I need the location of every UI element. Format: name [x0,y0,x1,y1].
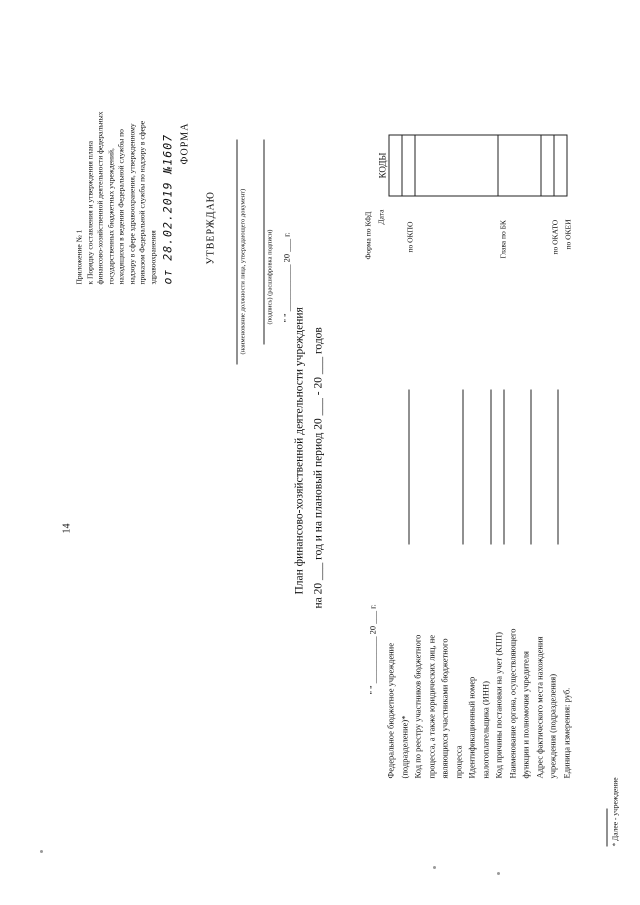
field-line: Идентификационный номер [466,676,477,779]
code-cell [402,135,415,196]
codes-row [498,135,541,196]
field-line: Адрес фактического места нахождения [534,636,544,779]
code-cell [554,135,567,196]
codes-row [389,135,402,196]
field-line: Федеральное бюджетное учреждение [385,643,396,779]
field-line: Код причины постановки на учет (КПП) [493,632,504,779]
signature-line [264,140,265,345]
form-label: ФОРМА [179,122,191,165]
footnote-separator [607,809,608,847]
appendix-block [75,112,174,285]
footnote: * Далее - учреждение [610,777,620,847]
field-fill-line [558,390,559,545]
signature-caption: (подпись) (расшифровка подписи) [266,229,274,325]
handwritten-order-reference: от 28.02.2019 №1607 [160,133,175,285]
plan-title-line2: на 20 ___ год и на плановый период 20 ___ - 20 ___ годов [312,327,325,609]
rotated-form-page [1,0,640,905]
position-line [237,140,238,365]
field-line: процесса [453,745,463,779]
code-cell [389,135,402,196]
codes-header-row [377,135,390,196]
appendix-line: финансово-хозяйственной деятельности федеральных [95,111,105,285]
code-label: по ОКЕИ [563,219,573,250]
appendix-line: приказом Федеральной службы по надзору в сфере [137,120,147,285]
field-line: Единица измерения: руб. [561,687,571,779]
field-fill-line [409,390,410,545]
field-fill-line [463,390,464,545]
field-line: процесса, а также юридических лиц, не [426,634,436,779]
field-line: функции и полномочия учредителя [520,651,531,779]
scan-speck [497,872,500,875]
appendix-line: к Порядку составления и утверждения плана [85,140,94,285]
field-line: Код по реестру участников бюджетного [412,634,423,779]
approval-heading: УТВЕРЖДАЮ [205,191,217,265]
codes-row [402,135,415,196]
code-label: Форма по КФД [363,211,373,260]
scan-speck [40,850,43,853]
fields-block [385,559,574,779]
plan-title-line1: План финансово-хозяйственной деятельности учреждения [293,307,306,595]
code-label: Глава по БК [498,220,508,259]
field-line: (подразделение)* [399,715,409,779]
code-cell [498,135,541,196]
code-cell [415,135,498,196]
codes-row [541,135,554,196]
field-fill-line [504,390,505,545]
appendix-line: Приложение № 1 [74,229,84,285]
code-label: Дата [376,209,386,225]
field-fill-line [531,390,532,545]
codes-table [377,135,568,197]
page-number: 14 [61,523,73,534]
code-label: по ОКПО [405,221,415,253]
field-line: учреждения (подразделения) [547,673,558,779]
field-line: являющихся участниками бюджетного [439,638,450,779]
codes-row [554,135,567,196]
appendix-line: находящихся в ведении Федеральной службы по [116,129,126,285]
appendix-line: здравоохранения [148,230,157,285]
scan-speck [433,866,436,869]
field-fill-line [491,390,492,545]
code-label: по ОКАТО [550,219,560,255]
approval-date-line: " " ___________ 20 ___ г. [281,232,292,323]
left-date-line: " " ___________ 20 ___ г. [367,604,378,695]
appendix-line: надзору в сфере здравоохранения, утвержденному [127,123,136,285]
field-line: Наименование органа, осуществляющего [507,628,517,779]
position-caption: (наименование должности лица, утверждающего документ) [239,188,247,355]
code-cell [541,135,554,196]
field-line: налогоплательщика (ИНН) [480,681,490,779]
appendix-line: государственных бюджетных учреждений, [106,148,115,285]
codes-row [415,135,498,196]
codes-header: КОДЫ [377,152,388,179]
